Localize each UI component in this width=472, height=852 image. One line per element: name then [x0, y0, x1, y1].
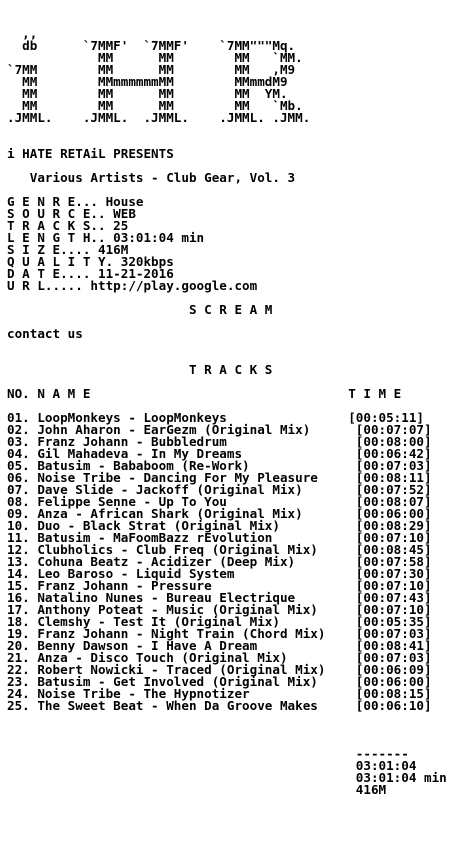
scream-heading: S C R E A M	[7, 302, 273, 317]
tracks-header: NO. N A M E T I M E	[7, 386, 402, 401]
logo-line: .JMML. .JMML. .JMML. .JMML. .JMM.	[7, 110, 311, 125]
track-row: 21. Anza - Disco Touch (Original Mix) [00:07:03]	[7, 650, 432, 665]
logo-line: MM MM MM MM `Mb.	[7, 98, 303, 113]
info-tracks: T R A C K S.. 25	[7, 218, 129, 233]
info-source: S O U R C E.. WEB	[7, 206, 136, 221]
logo-line: db `7MMF' `7MMF' `7MM"""Mq.	[7, 38, 296, 53]
track-row: 16. Natalino Nunes - Bureau Electrique [00:07:43]	[7, 590, 432, 605]
info-genre: G E N R E... House	[7, 194, 144, 209]
track-row: 07. Dave Slide - Jackoff (Original Mix) [00:07:52]	[7, 482, 432, 497]
total-length: 03:01:04 min	[7, 770, 447, 785]
track-row: 05. Batusim - Bababoom (Re-Work) [00:07:03]	[7, 458, 432, 473]
track-row: 11. Batusim - MaFoomBazz rEvolution [00:07:10]	[7, 530, 432, 545]
info-length: L E N G T H.. 03:01:04 min	[7, 230, 205, 245]
logo-line: MM MMmmmmmmMM MMmmdM9	[7, 74, 288, 89]
track-row: 22. Robert Nowicki - Traced (Original Mix) [00:06:09]	[7, 662, 432, 677]
track-row: 19. Franz Johann - Night Train (Chord Mix) [00:07:03]	[7, 626, 432, 641]
track-row: 09. Anza - African Shark (Original Mix) [00:06:00]	[7, 506, 432, 521]
total-time: 03:01:04	[7, 758, 417, 773]
logo-line: MM MM MM MM YM.	[7, 86, 288, 101]
info-quality: Q U A L I T Y. 320kbps	[7, 254, 174, 269]
tracks-heading: T R A C K S	[7, 362, 273, 377]
logo-line: MM MM MM `MM.	[7, 50, 303, 65]
totals-rule: -------	[7, 746, 409, 761]
track-row: 13. Cohuna Beatz - Acidizer (Deep Mix) [00:07:58]	[7, 554, 432, 569]
logo-line: ,,	[7, 26, 379, 41]
track-row: 14. Leo Baroso - Liquid System [00:07:30]	[7, 566, 432, 581]
track-row: 01. LoopMonkeys - LoopMonkeys [00:05:11]	[7, 410, 425, 425]
track-row: 06. Noise Tribe - Dancing For My Pleasure [00:08:11]	[7, 470, 432, 485]
logo-line: `7MM MM MM MM ,M9	[7, 62, 296, 77]
info-size: S I Z E.... 416M	[7, 242, 129, 257]
track-row: 18. Clemshy - Test It (Original Mix) [00:05:35]	[7, 614, 432, 629]
track-row: 17. Anthony Poteat - Music (Original Mix) [00:07:10]	[7, 602, 432, 617]
track-row: 20. Benny Dawson - I Have A Dream [00:08:41]	[7, 638, 432, 653]
track-row: 08. Felippe Senne - Up To You [00:08:07]	[7, 494, 432, 509]
release-title: Various Artists - Club Gear, Vol. 3	[7, 170, 296, 185]
track-row: 23. Batusim - Get Involved (Original Mix) [00:06:00]	[7, 674, 432, 689]
presents-line: i HATE RETAiL PRESENTS	[7, 146, 174, 161]
track-row: 15. Franz Johann - Pressure [00:07:10]	[7, 578, 432, 593]
track-row: 24. Noise Tribe - The Hypnotizer [00:08:15]	[7, 686, 432, 701]
contact-line: contact us	[7, 326, 83, 341]
track-row: 04. Gil Mahadeva - In My Dreams [00:06:42]	[7, 446, 432, 461]
track-row: 03. Franz Johann - Bubbledrum [00:08:00]	[7, 434, 432, 449]
total-size: 416M	[7, 782, 387, 797]
track-row: 10. Duo - Black Strat (Original Mix) [00:08:29]	[7, 518, 432, 533]
track-row: 12. Clubholics - Club Freq (Original Mix) [00:08:45]	[7, 542, 432, 557]
track-row: 02. John Aharon - EarGezm (Original Mix) [00:07:07]	[7, 422, 432, 437]
track-row: 25. The Sweet Beat - When Da Groove Makes [00:06:10]	[7, 698, 432, 713]
info-url: U R L..... http://play.google.com	[7, 278, 258, 293]
info-date: D A T E.... 11-21-2016	[7, 266, 174, 281]
